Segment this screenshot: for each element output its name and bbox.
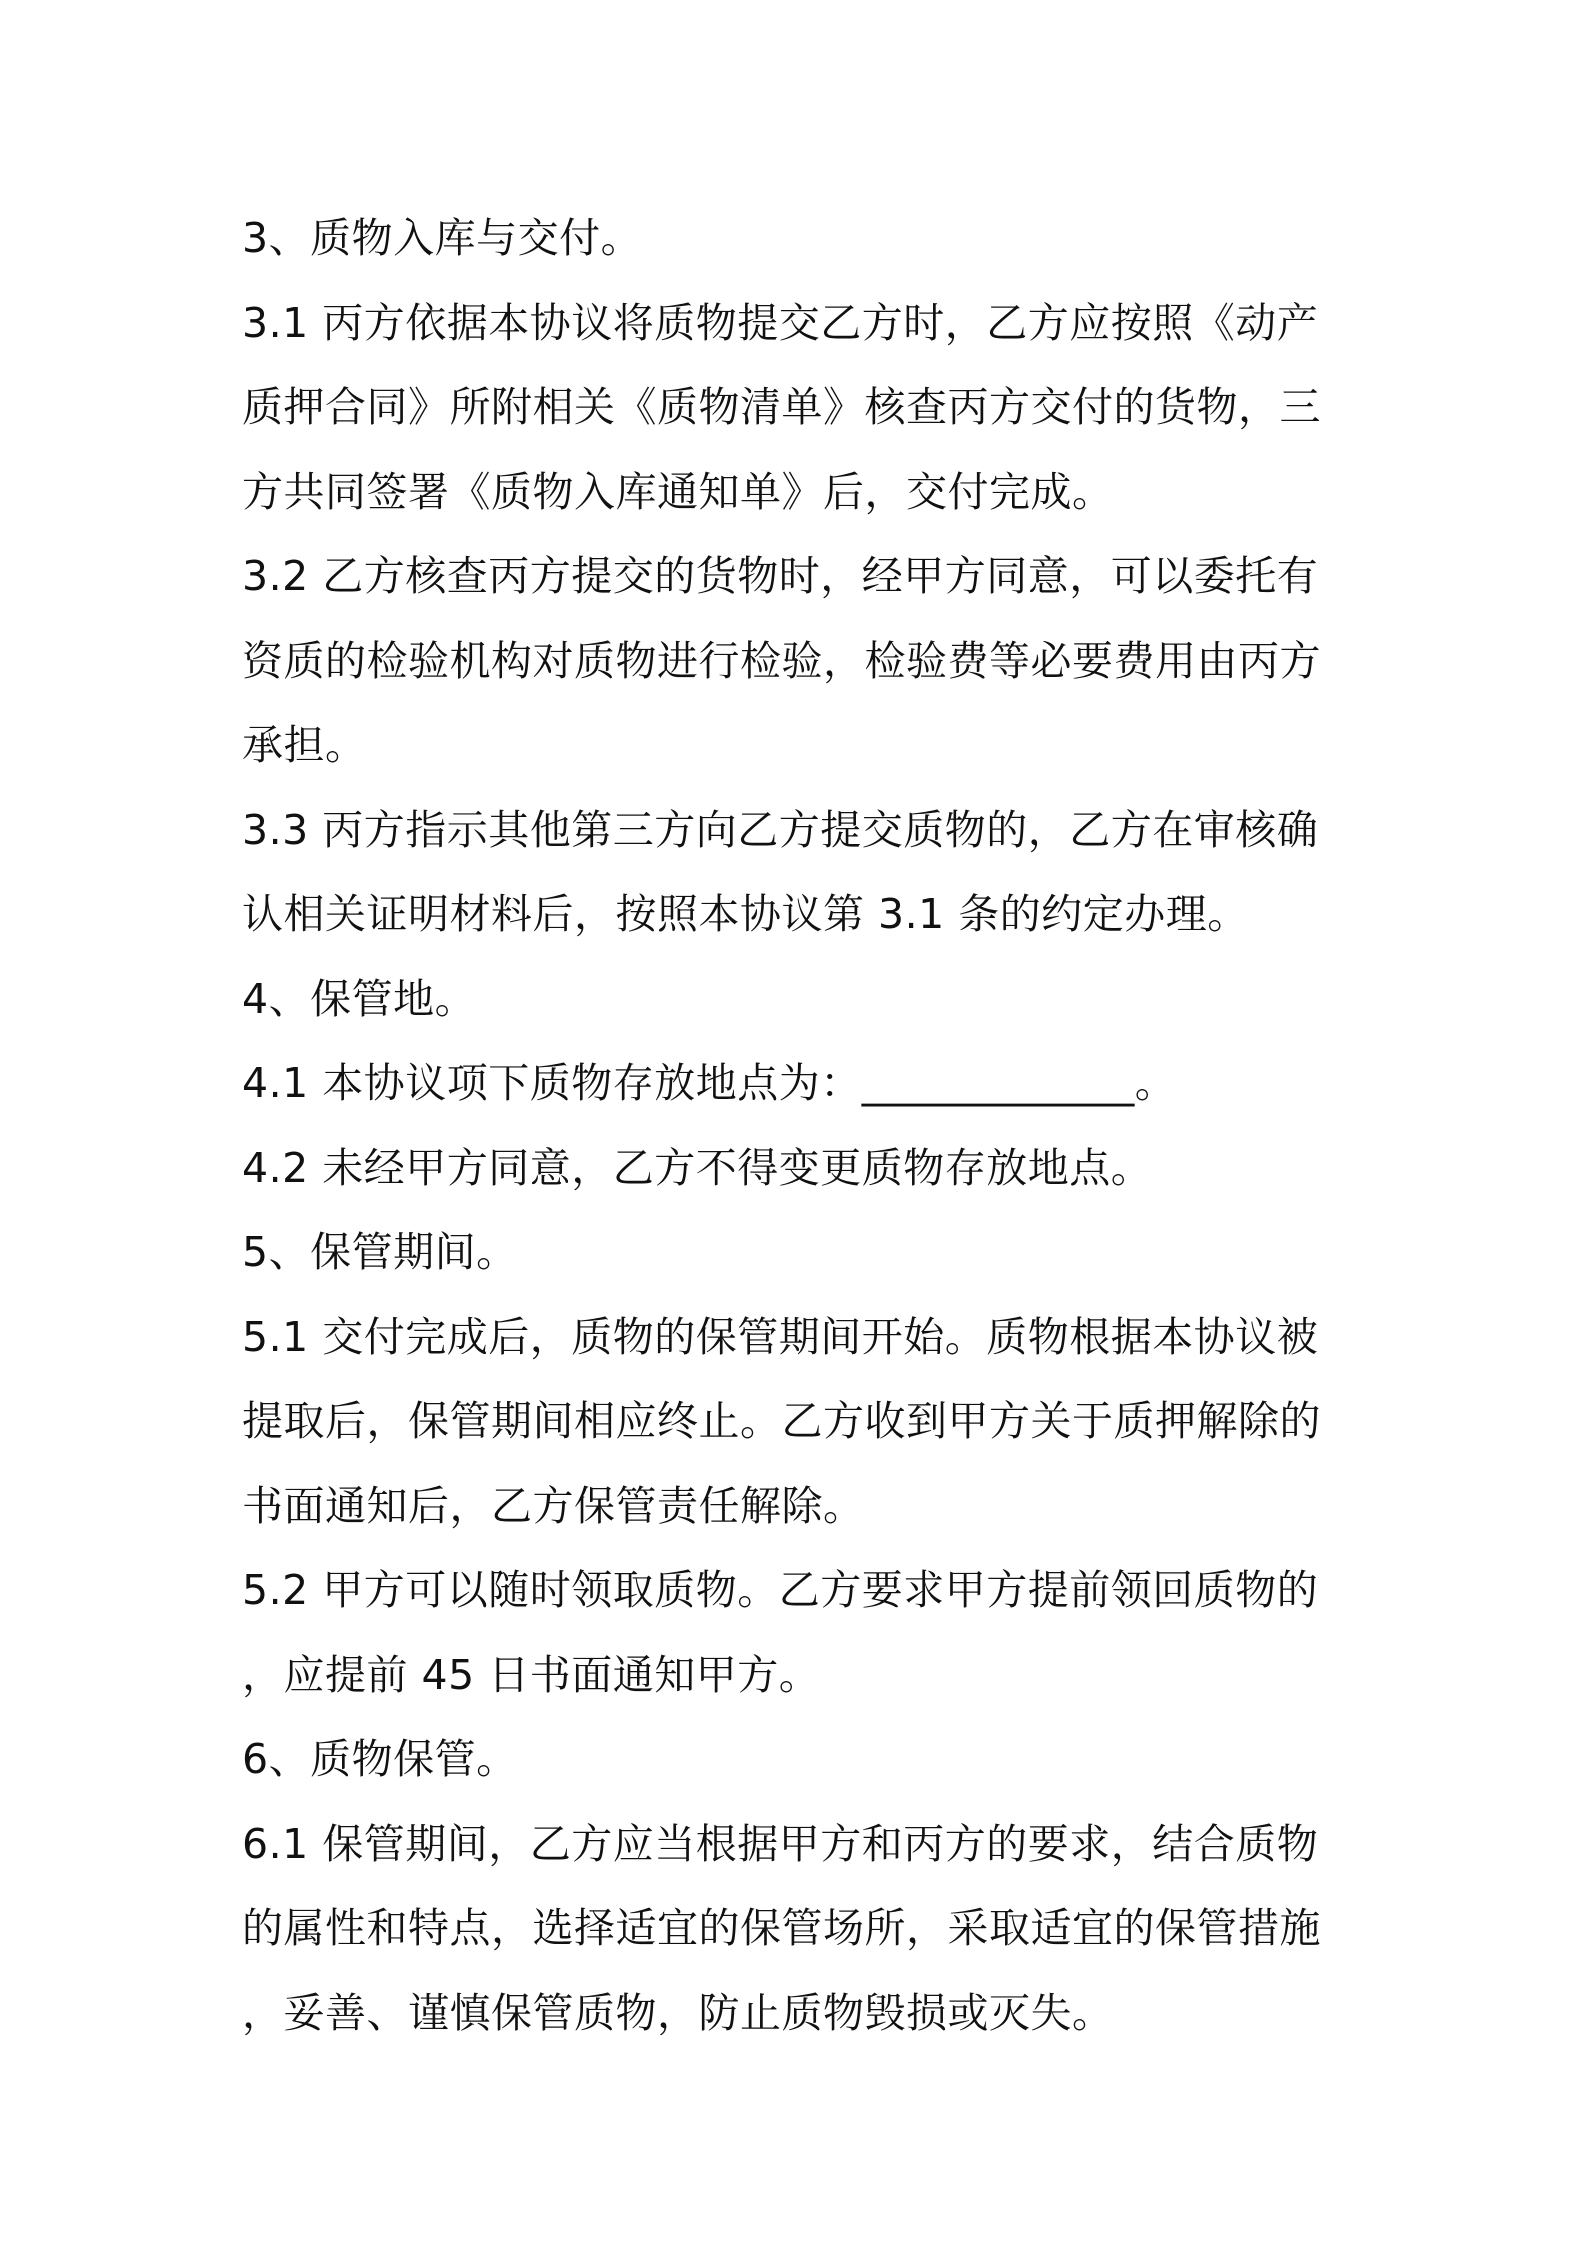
clause-3-1-line-2: 质押合同》所附相关《质物清单》核查丙方交付的货物，三 bbox=[242, 383, 1321, 431]
clause-5-1-line-1: 5.1 交付完成后，质物的保管期间开始。质物根据本协议被 bbox=[242, 1312, 1319, 1361]
clause-6-1-line-2: 的属性和特点，选择适宜的保管场所，采取适宜的保管措施 bbox=[242, 1904, 1321, 1952]
clause-3-3-line-2: 认相关证明材料后，按照本协议第 3.1 条的约定办理。 bbox=[242, 890, 1249, 938]
clause-5-2-line-2: ，应提前 45 日书面通知甲方。 bbox=[242, 1650, 821, 1699]
clause-3-3-line-1: 3.3 丙方指示其他第三方向乙方提交质物的，乙方在审核确 bbox=[242, 805, 1319, 854]
section-heading-4: 4、保管地。 bbox=[242, 974, 477, 1023]
clause-3-1-line-3: 方共同签署《质物入库通知单》后，交付完成。 bbox=[242, 467, 1114, 516]
clause-5-1-line-3: 书面通知后，乙方保管责任解除。 bbox=[242, 1481, 865, 1530]
clause-6-1-line-3: ，妥善、谨慎保管质物，防止质物毁损或灭失。 bbox=[242, 1988, 1114, 2037]
section-heading-3: 3、质物入库与交付。 bbox=[242, 214, 643, 262]
document-body bbox=[242, 196, 1360, 2055]
clause-3-2-line-3: 承担。 bbox=[242, 721, 367, 769]
clause-6-1-line-1: 6.1 保管期间，乙方应当根据甲方和丙方的要求，结合质物 bbox=[242, 1819, 1319, 1868]
section-heading-6: 6、质物保管。 bbox=[242, 1735, 518, 1783]
clause-4-1: 4.1 本协议项下质物存放地点为：_____________。 bbox=[242, 1059, 1177, 1107]
clause-3-1-line-1: 3.1 丙方依据本协议将质物提交乙方时，乙方应按照《动产 bbox=[242, 298, 1319, 347]
section-heading-5: 5、保管期间。 bbox=[242, 1228, 518, 1276]
clause-4-2: 4.2 未经甲方同意，乙方不得变更质物存放地点。 bbox=[242, 1143, 1153, 1192]
clause-3-2-line-2: 资质的检验机构对质物进行检验，检验费等必要费用由丙方 bbox=[242, 636, 1321, 685]
clause-5-1-line-2: 提取后，保管期间相应终止。乙方收到甲方关于质押解除的 bbox=[242, 1397, 1321, 1445]
clause-5-2-line-1: 5.2 甲方可以随时领取质物。乙方要求甲方提前领回质物的 bbox=[242, 1566, 1319, 1614]
clause-3-2-line-1: 3.2 乙方核查丙方提交的货物时，经甲方同意，可以委托有 bbox=[242, 552, 1319, 600]
